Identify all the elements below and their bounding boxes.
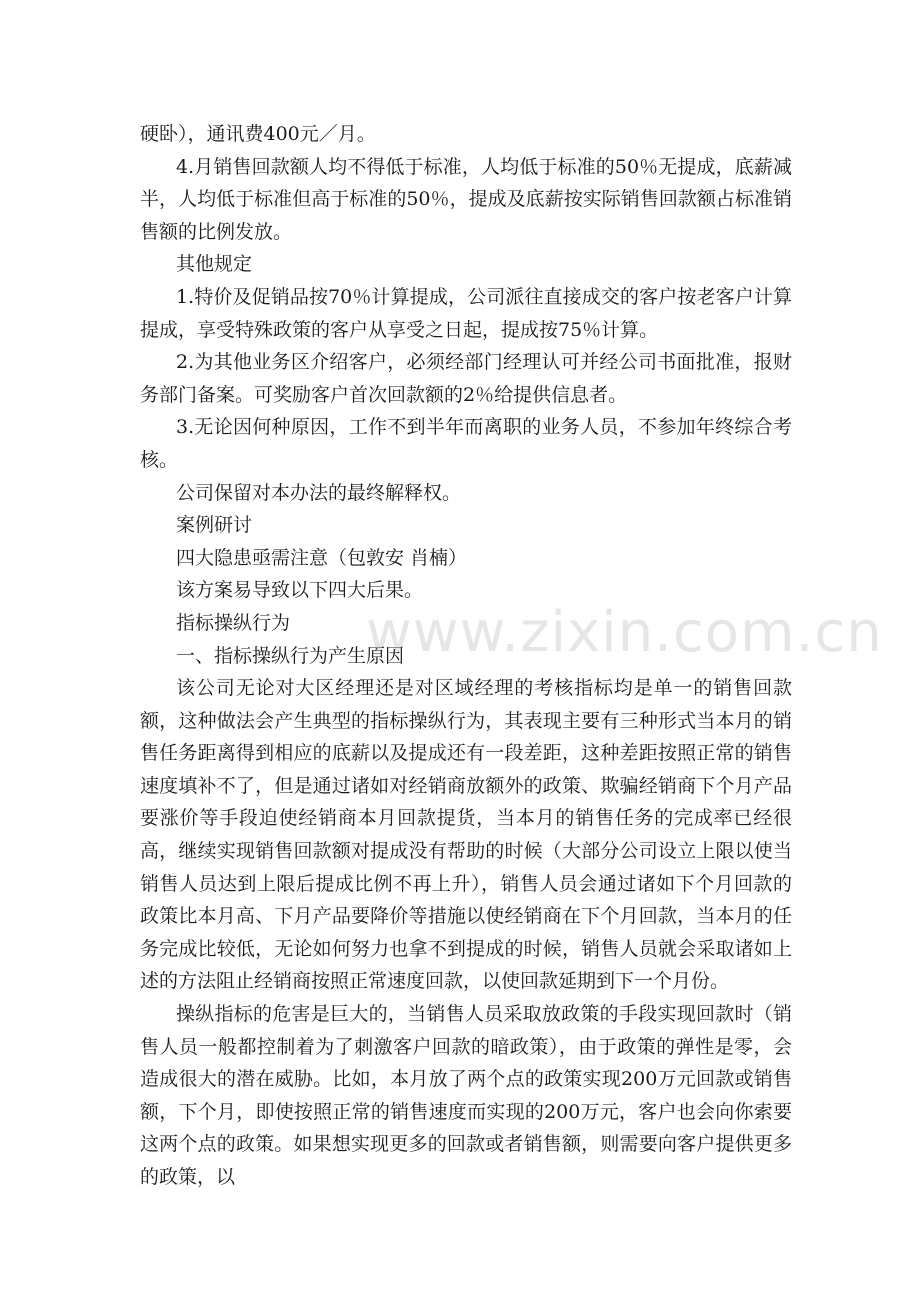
paragraph: 该方案易导致以下四大后果。: [176, 579, 424, 602]
paragraph: 1.特价及促销品按70％计算提成，公司派往直接成交的客户按老客户计算提成，享受特殊政策的客户从享受之日起，提成按75％计算。: [140, 285, 792, 341]
section-heading: 其他规定: [176, 253, 253, 276]
section-heading: 指标操纵行为: [176, 611, 291, 634]
section-heading: 案例研讨: [176, 514, 253, 537]
paragraph: 3.无论因何种原因，工作不到半年而离职的业务人员，不参加年终综合考核。: [140, 416, 792, 471]
paragraph: 操纵指标的危害是巨大的，当销售人员采取放政策的手段实现回款时（销售人员一般都控制着为了刺激客户回款的暗政策），由于政策的弹性是零，会造成很大的潜在威胁。比如，本月放了两个点的政策实现200万元回款或销售额，下个月，即使按照正常的销售速度而实现的200万元，客户也会向你索要这两个点的政策。如果想实现更多的回款或者销售额，则需要向客户提供更多的政策，以: [140, 1003, 792, 1188]
paragraph: 公司保留对本办法的最终解释权。: [176, 481, 462, 504]
section-heading: 一、指标操纵行为产生原因: [176, 644, 405, 667]
paragraph: 硬卧），通讯费400元／月。: [140, 123, 376, 145]
paragraph: 2.为其他业务区介绍客户，必须经部门经理认可并经公司书面批准，报财务部门备案。可奖励客户首次回款额的2％给提供信息者。: [140, 351, 792, 406]
section-heading: 四大隐患亟需注意（包敦安 肖楠）: [176, 546, 468, 569]
paragraph: 4.月销售回款额人均不得低于标准，人均低于标准的50％无提成，底薪减半，人均低于标准但高于标准的50％，提成及底薪按实际销售回款额占标准销售额的比例发放。: [140, 155, 792, 243]
paragraph: 该公司无论对大区经理还是对区域经理的考核指标均是单一的销售回款额，这种做法会产生典型的指标操纵行为，其表现主要有三种形式当本月的销售任务距离得到相应的底薪以及提成还有一段差距，这种差距按照正常的销售速度填补不了，但是通过诸如对经销商放额外的政策、欺骗经销商下个月产品要涨价等手段迫使经销商本月回款提货，当本月的销售任务的完成率已经很高，继续实现销售回款额对提成没有帮助的时候（大部分公司设立上限以使当销售人员达到上限后提成比例不再上升），销售人员会通过诸如下个月回款的政策比本月高、下月产品要降价等措施以使经销商在下个月回款，当本月的任务完成比较低，无论如何努力也拿不到提成的时候，销售人员就会采取诸如上述的方法阻止经销商按照正常速度回款，以使回款延期到下一个月份。: [140, 677, 792, 993]
watermark-text: www.zixin.com.cn: [366, 600, 883, 665]
